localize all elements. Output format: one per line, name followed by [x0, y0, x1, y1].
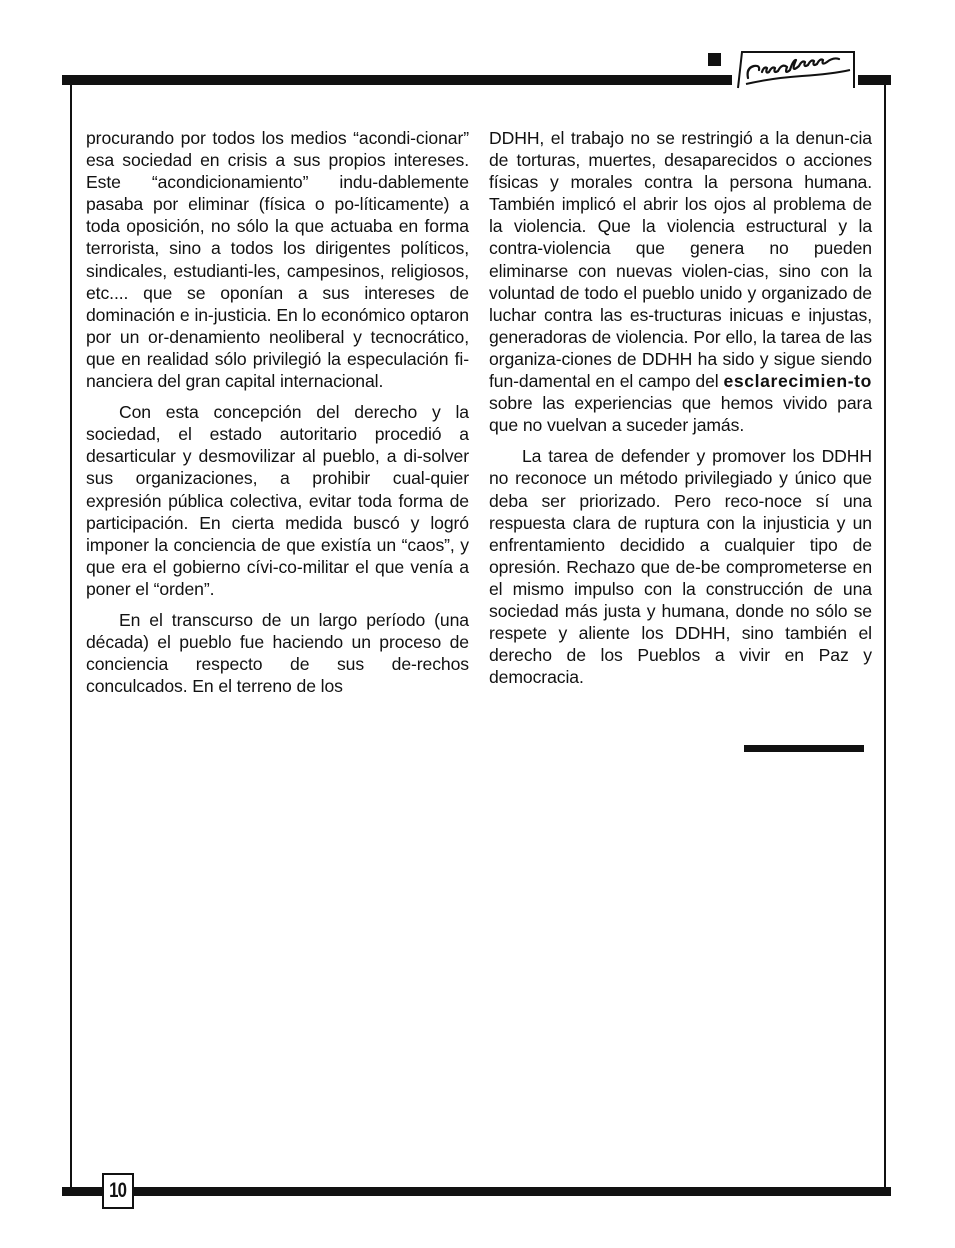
logo-banner-icon — [732, 48, 858, 90]
right-paragraph-1-text: DDHH, el trabajo no se restringió a la denun-cia de torturas, muertes, desaparecidos o acciones físicas y morales contra la persona humana. También implicó el abrir los ojos al problema de la violencia. Que la violencia estructural y la contra-violencia que genera no pueden eliminarse con nuevas violen-cias, sino con la voluntad de todo el pueblo unido y organizado de luchar contra las es-tructuras inicuas e injustas, generadoras de violencia. Por ello, la tarea de las organiza-ciones de DDHH ha sido y sigue siendo fun-damental en el campo del — [489, 128, 872, 392]
article-end-mark — [744, 745, 864, 752]
article-left-column — [86, 127, 469, 706]
left-paragraph-3: En el transcurso de un largo período (una década) el pueblo fue haciendo un proceso de conciencia respecto de sus de-rechos conculcados. En el terreno de los — [86, 609, 469, 697]
left-paragraph-1: procurando por todos los medios “acondi-cionar” esa sociedad en crisis a sus propios intereses. Este “acondicionamiento” indu-dablemente pasaba por eliminar (física o po-líticamente) a toda oposición, no sólo la que actuaba en forma terrorista, sino a todos los dirigentes políticos, sindicales, estudianti-les, campesinos, religiosos, etc.... que se oponían a sus intereses de dominación e in-justicia. En lo económico optaron por un or-denamiento neoliberal y tecnocrático, que en realidad sólo privilegió la especulación fi-nanciera del gran capital internacional. — [86, 128, 469, 392]
page-number-box — [102, 1173, 134, 1209]
right-paragraph-1-end: sobre las experiencias que hemos vivido para que no vuelvan a suceder jamás. — [489, 393, 872, 436]
page-number: 10 — [109, 1179, 127, 1202]
frame-right-line — [884, 85, 886, 1195]
article-right-column — [489, 127, 872, 697]
header-square-mark — [708, 53, 721, 66]
footer-rule — [62, 1187, 891, 1196]
frame-left-line — [70, 85, 72, 1195]
right-paragraph-1 — [489, 127, 872, 436]
cuadernos-logo — [732, 48, 858, 90]
emphasis-esclarecimiento: esclarecimien-to — [723, 371, 872, 392]
right-paragraph-2: La tarea de defender y promover los DDHH no reconoce un método privilegiado y único que deba ser priorizado. Pero reco-noce sí una respuesta clara de ruptura con la injusticia y un enfrentamiento decidido a cualquier tipo de opresión. Rechazo que de-be comprometerse en el mismo impulso con la construcción de una sociedad más justa y humana, donde no sólo se respete y aliente los DDHH, sino también el derecho de los Pueblos a vivir en Paz y democracia. — [489, 446, 872, 688]
left-paragraph-2: Con esta concepción del derecho y la sociedad, el estado autoritario procedió a desarticular y desmovilizar al pueblo, a di-solver sus organizaciones, a prohibir cual-quier expresión pública colectiva, evitar toda forma de participación. En cierta medida buscó y logró imponer la conciencia de que existía un “caos”, y que era el gobierno cívi-co-militar el que venía a poner el “orden”. — [86, 402, 469, 599]
